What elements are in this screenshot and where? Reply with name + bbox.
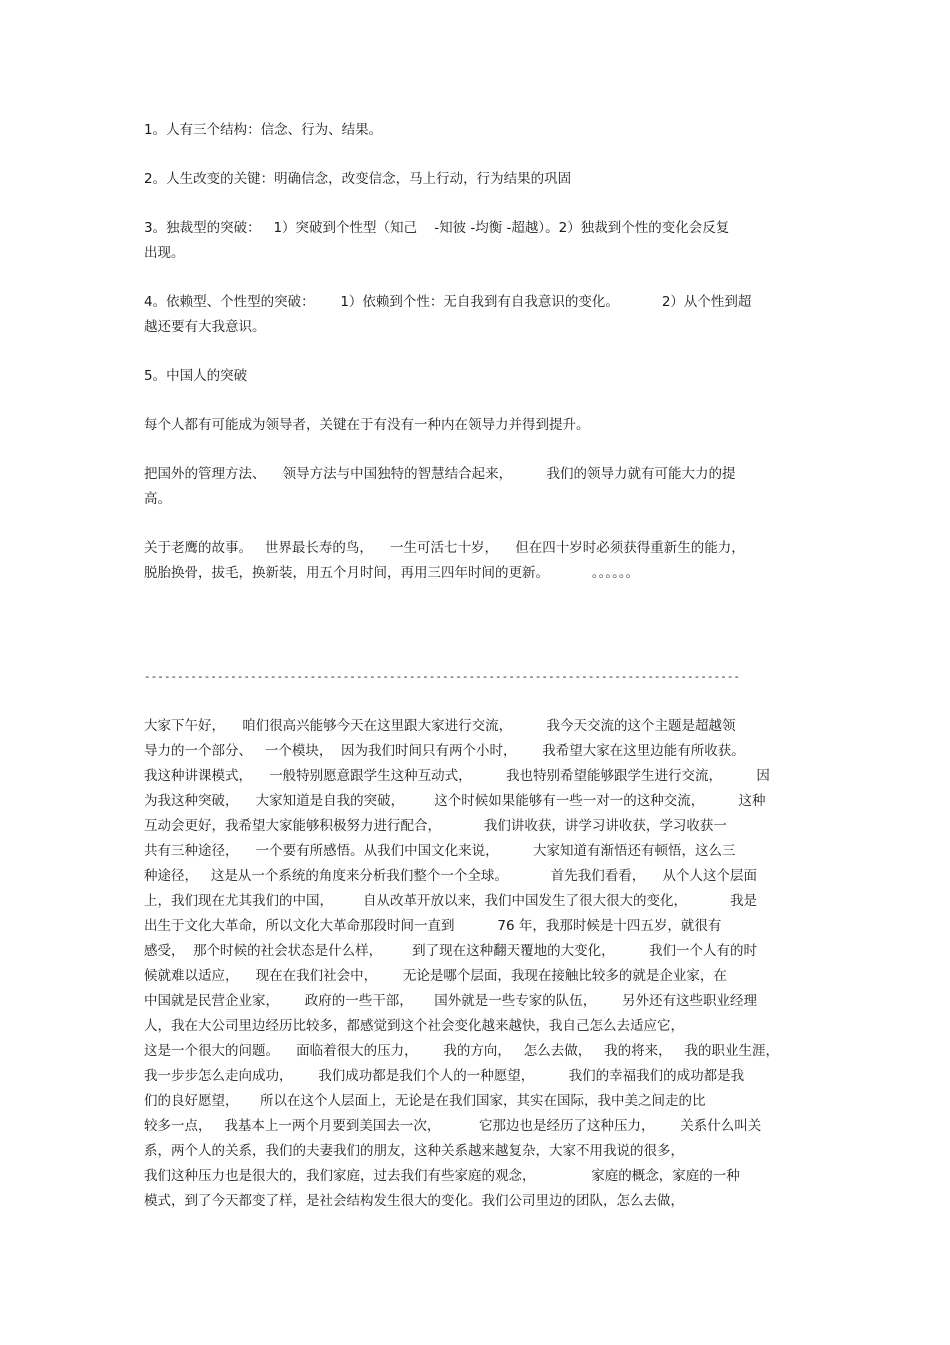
summary-section	[144, 118, 808, 610]
transcript-line: 共有三种途径， 一个要有所感悟。从我们中国文化来说， 大家知道有渐悟还有顿悟，这么三	[144, 843, 736, 859]
transcript-line: 人，我在大公司里边经历比较多，都感觉到这个社会变化越来越快，我自己怎么去适应它，	[144, 1018, 684, 1034]
section-divider: ------------------------------------------------------------------------------------------	[144, 670, 741, 683]
transcript-line: 我们这种压力也是很大的，我们家庭，过去我们有些家庭的观念， 家庭的概念，家庭的一种	[144, 1168, 740, 1184]
transcript-line: 较多一点， 我基本上一两个月要到美国去一次， 它那边也是经历了这种压力， 关系什么叫关	[144, 1118, 762, 1134]
transcript-line: 们的良好愿望， 所以在这个人层面上，无论是在我们国家，其实在国际，我中美之间走的比	[144, 1093, 706, 1109]
transcript-line: 导力的一个部分、 一个模块， 因为我们时间只有两个小时， 我希望大家在这里边能有所收获。	[144, 743, 745, 759]
summary-paragraph-methods: 把国外的管理方法、 领导方法与中国独特的智慧结合起来， 我们的领导力就有可能大力的提 高。	[144, 466, 736, 507]
transcript-line: 上，我们现在尤其我们的中国， 自从改革开放以来，我们中国发生了很大很大的变化， 我是	[144, 893, 757, 909]
summary-point-4: 4。依赖型、个性型的突破： 1）依赖到个性：无自我到有自我意识的变化。 2）从个性到超 越还要有大我意识。	[144, 294, 752, 335]
summary-paragraph-leadership: 每个人都有可能成为领导者，关键在于有没有一种内在领导力并得到提升。	[144, 417, 590, 433]
transcript-line: 互动会更好，我希望大家能够积极努力进行配合， 我们讲收获，讲学习讲收获，学习收获一	[144, 818, 727, 834]
transcript-line: 候就难以适应， 现在在我们社会中， 无论是哪个层面，我现在接触比较多的就是企业家，在	[144, 968, 727, 984]
summary-point-3: 3。独裁型的突破： 1）突破到个性型（知己 -知彼 -均衡 -超越）。2）独裁到个性的变化会反复 出现。	[144, 220, 730, 261]
transcript-line: 我这种讲课模式， 一般特别愿意跟学生这种互动式， 我也特别希望能够跟学生进行交流， 因	[144, 768, 770, 784]
transcript-line: 系，两个人的关系，我们的夫妻我们的朋友，这种关系越来越复杂，大家不用我说的很多，	[144, 1143, 684, 1159]
summary-point-1: 1。人有三个结构：信念、行为、结果。	[144, 122, 383, 138]
transcript-line: 种途径， 这是从一个系统的角度来分析我们整个一个全球。 首先我们看看， 从个人这个层面	[144, 868, 757, 884]
summary-paragraph-eagle: 关于老鹰的故事。 世界最长寿的鸟， 一生可活七十岁， 但在四十岁时必须获得重新生的能力， 脱胎换骨，拔毛，换新装，用五个月时间，再用三四年时间的更新。 。。。。。。	[144, 540, 745, 581]
transcript-line: 我一步步怎么走向成功， 我们成功都是我们个人的一种愿望， 我们的幸福我们的成功都是我	[144, 1068, 745, 1084]
transcript-line: 大家下午好， 咱们很高兴能够今天在这里跟大家进行交流， 我今天交流的这个主题是超越领	[144, 718, 736, 734]
transcript-section	[144, 714, 808, 1214]
transcript-line: 中国就是民营企业家， 政府的一些干部， 国外就是一些专家的队伍， 另外还有这些职业经理	[144, 993, 757, 1009]
transcript-line: 模式，到了今天都变了样，是社会结构发生很大的变化。我们公司里边的团队，怎么去做，	[144, 1193, 684, 1209]
transcript-line: 出生于文化大革命，所以文化大革命那段时间一直到 76 年，我那时候是十四五岁，就很有	[144, 918, 722, 934]
transcript-line: 感受， 那个时候的社会状态是什么样， 到了现在这种翻天覆地的大变化， 我们一个人有的时	[144, 943, 757, 959]
summary-point-2: 2。人生改变的关键：明确信念，改变信念，马上行动，行为结果的巩固	[144, 171, 572, 187]
transcript-line: 为我这种突破， 大家知道是自我的突破， 这个时候如果能够有一些一对一的这种交流， 这种	[144, 793, 766, 809]
transcript-line: 这是一个很大的问题。 面临着很大的压力， 我的方向， 怎么去做， 我的将来， 我的职业生涯，	[144, 1043, 780, 1059]
summary-point-5: 5。中国人的突破	[144, 368, 248, 384]
